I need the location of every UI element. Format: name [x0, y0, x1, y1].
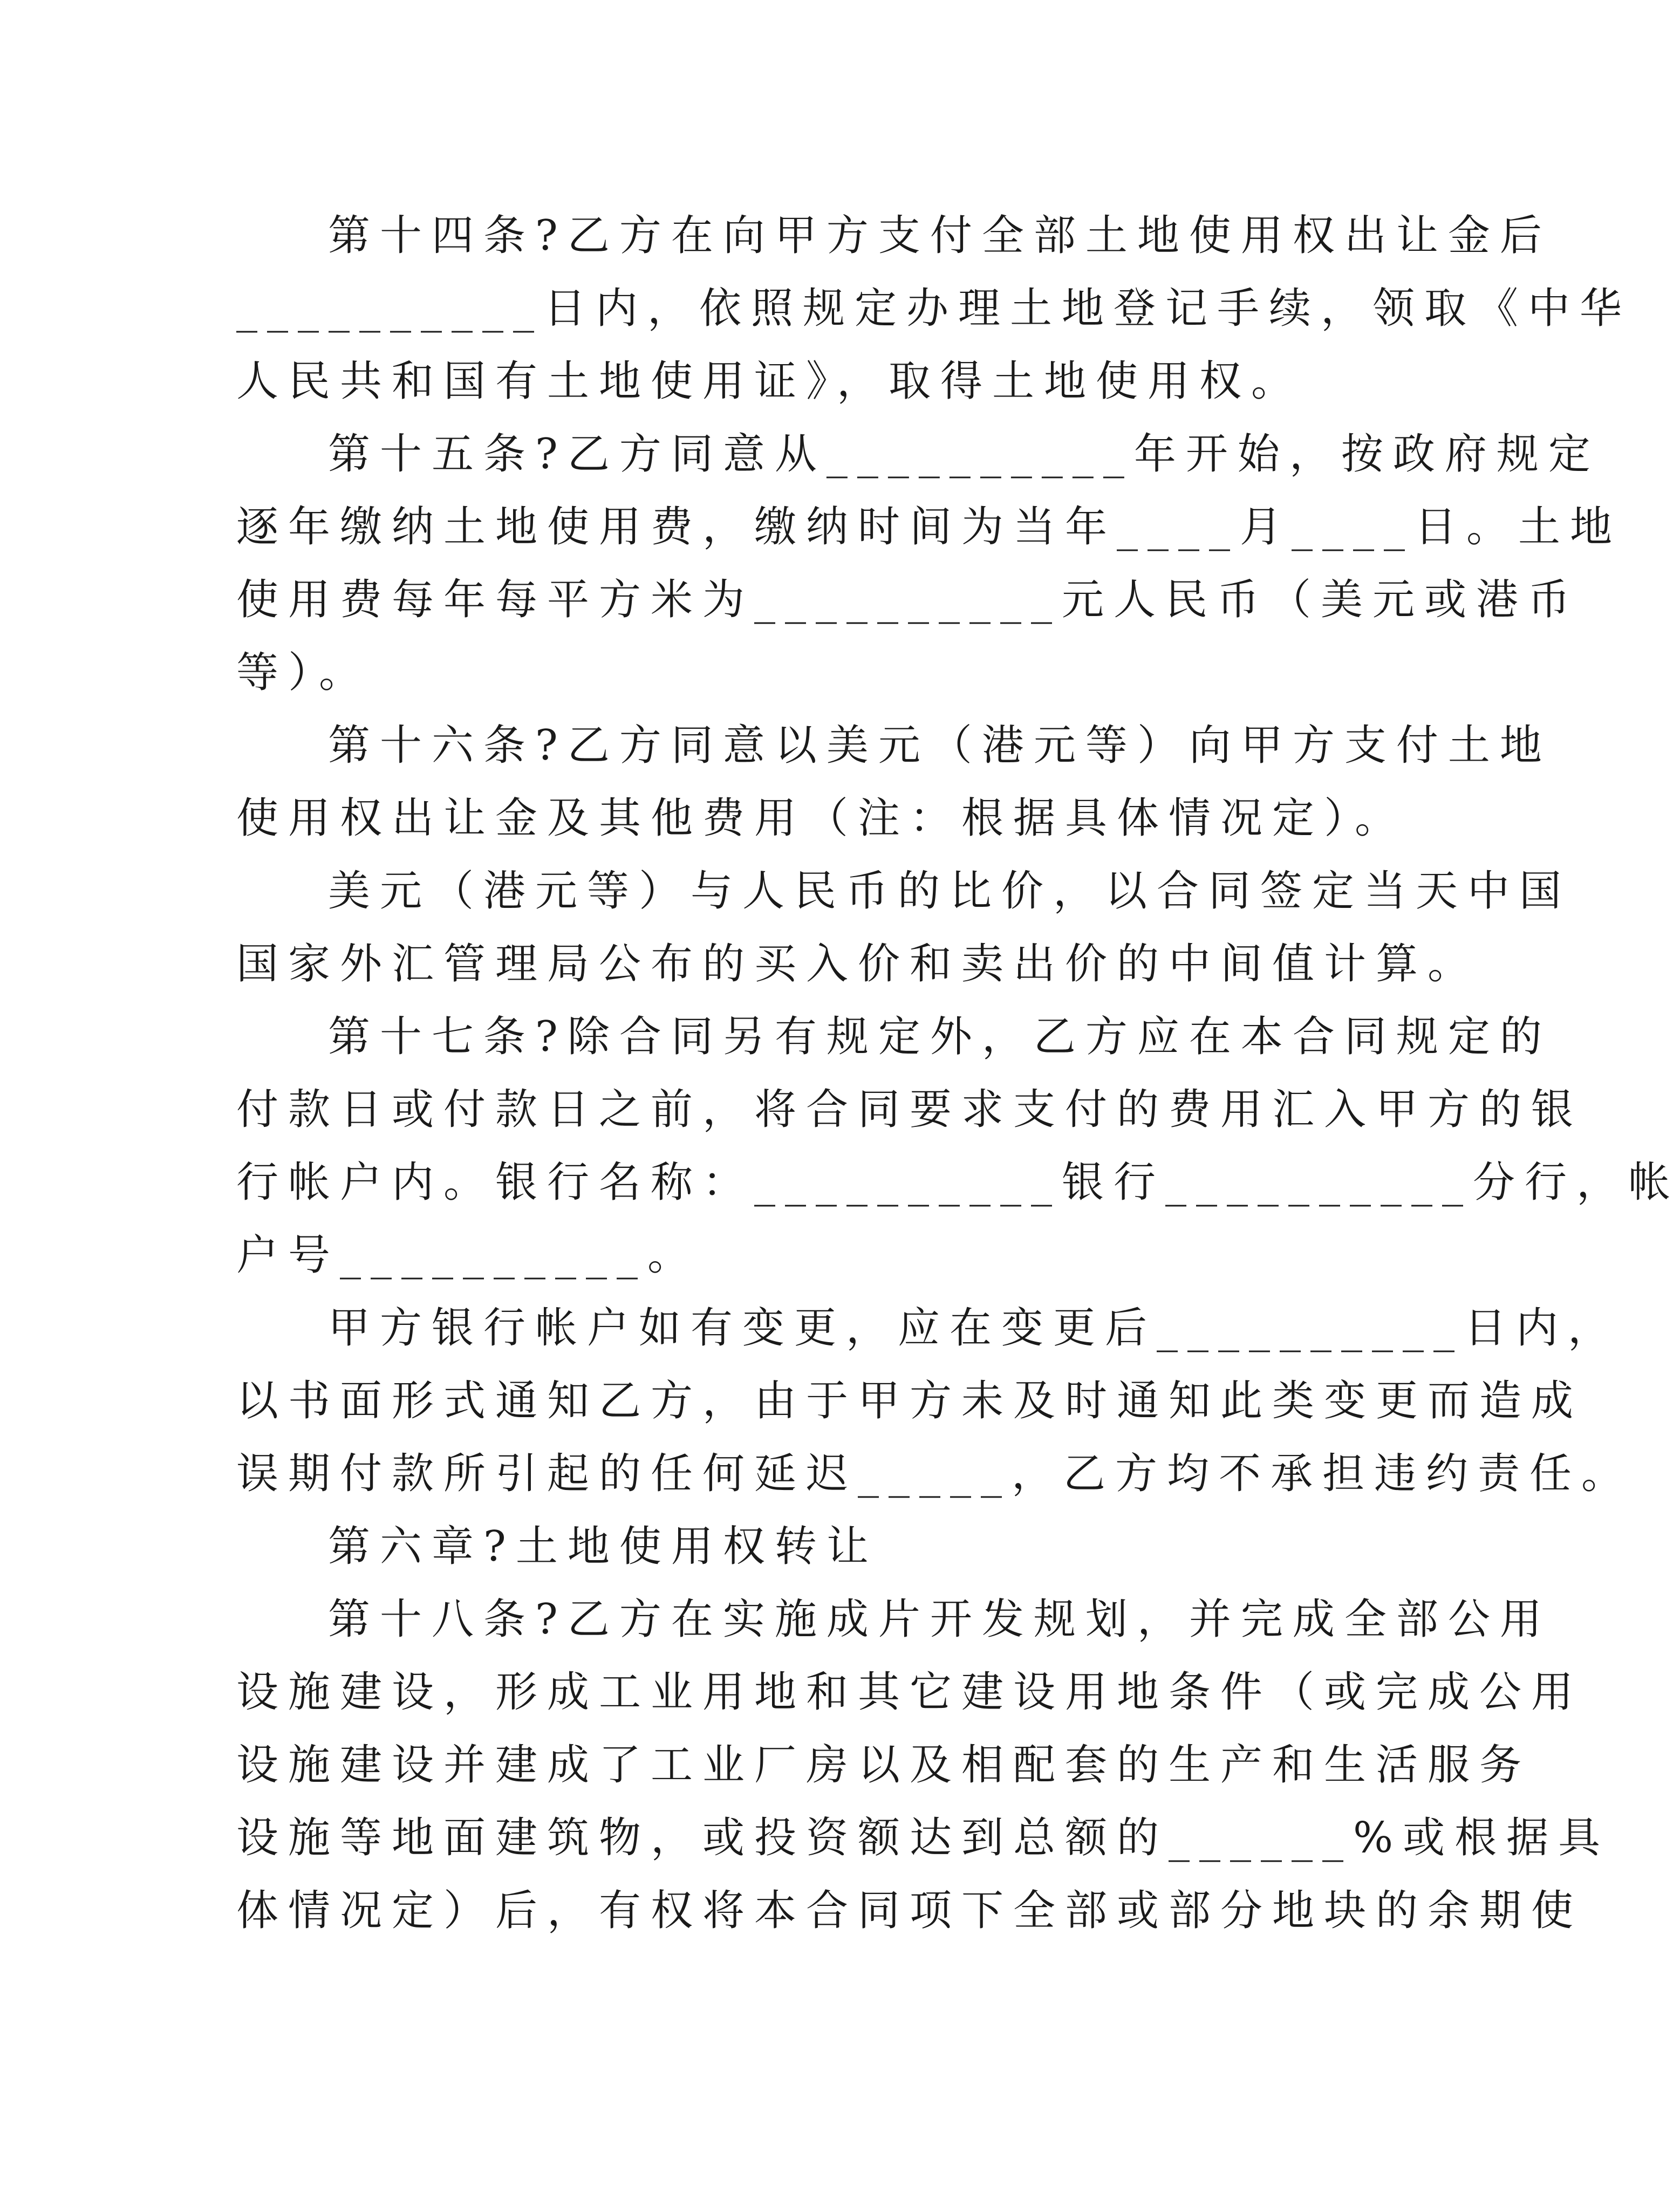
text-line: 美元（港元等）与人民币的比价，以合同签定当天中国	[328, 867, 1572, 915]
text-line: 设施建设，形成工业用地和其它建设用地条件（或完成公用	[236, 1668, 1583, 1717]
text-line: 体情况定）后，有权将本合同项下全部或部分地块的余期使	[236, 1886, 1583, 1935]
chapter-heading: 第六章?土地使用权转让	[328, 1522, 878, 1571]
text-line: 户号__________。	[236, 1231, 700, 1280]
text-line: 甲方银行帐户如有变更，应在变更后__________日内，	[328, 1304, 1620, 1352]
text-line: 付款日或付款日之前，将合同要求支付的费用汇入甲方的银	[236, 1085, 1583, 1134]
text-line: __________日内，依照规定办理土地登记手续，领取《中华	[236, 284, 1632, 333]
text-line: 使用权出让金及其他费用（注：根据具体情况定）。	[236, 794, 1407, 843]
text-line: 设施建设并建成了工业厂房以及相配套的生产和生活服务	[236, 1741, 1532, 1789]
text-line: 逐年缴纳土地使用费，缴纳时间为当年____月____日。土地	[236, 503, 1622, 551]
text-line: 人民共和国有土地使用证》，取得土地使用权。	[236, 357, 1303, 406]
text-line: 使用费每年每平方米为__________元人民币（美元或港币	[236, 576, 1580, 624]
text-line: 误期付款所引起的任何延迟_____，乙方均不承担违约责任。	[236, 1450, 1634, 1498]
text-line: 第十六条?乙方同意以美元（港元等）向甲方支付土地	[328, 721, 1552, 770]
text-line: 第十五条?乙方同意从__________年开始，按政府规定	[328, 430, 1600, 478]
text-line: 以书面形式通知乙方，由于甲方未及时通知此类变更而造成	[236, 1377, 1583, 1425]
text-line: 第十八条?乙方在实施成片开发规划，并完成全部公用	[328, 1595, 1552, 1644]
text-line: 等）。	[236, 648, 371, 697]
text-line: 第十四条?乙方在向甲方支付全部土地使用权出让金后	[328, 211, 1552, 260]
text-line: 第十七条?除合同另有规定外，乙方应在本合同规定的	[328, 1013, 1552, 1061]
text-line: 国家外汇管理局公布的买入价和卖出价的中间值计算。	[236, 940, 1480, 988]
text-line: 行帐户内。银行名称：__________银行__________分行，帐	[236, 1158, 1680, 1207]
text-line: 设施等地面建筑物，或投资额达到总额的______%或根据具	[236, 1814, 1610, 1862]
